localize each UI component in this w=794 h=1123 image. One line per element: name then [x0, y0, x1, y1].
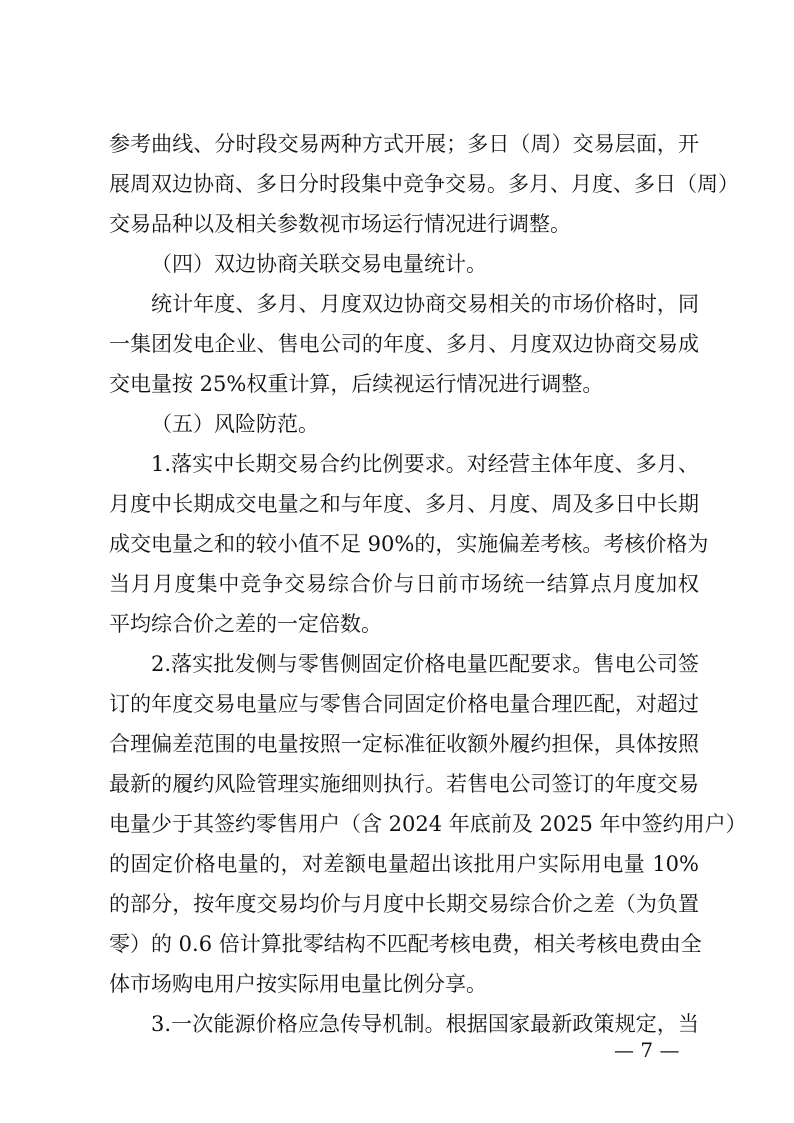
paragraph-line: 交电量按 25%权重计算，后续视运行情况进行调整。	[109, 372, 604, 396]
paragraph-line: 零）的 0.6 倍计算批零结构不匹配考核电费，相关考核电费由全	[109, 932, 702, 956]
paragraph-line: 1.落实中长期交易合约比例要求。对经营主体年度、多月、	[151, 452, 699, 476]
paragraph-line: 平均综合价之差的一定倍数。	[109, 612, 382, 636]
section-heading: （四）双边协商关联交易电量统计。	[151, 252, 487, 276]
paragraph-line: 合理偏差范围的电量按照一定标准征收额外履约担保，具体按照	[109, 732, 699, 756]
paragraph-line: 展周双边协商、多日分时段集中竞争交易。多月、月度、多日（周）	[109, 172, 739, 196]
paragraph-line: 统计年度、多月、月度双边协商交易相关的市场价格时，同	[151, 292, 699, 316]
paragraph-line: 一集团发电企业、售电公司的年度、多月、月度双边协商交易成	[109, 332, 699, 356]
paragraph-line: 2.落实批发侧与零售侧固定价格电量匹配要求。售电公司签	[151, 652, 699, 676]
paragraph-line: 3.一次能源价格应急传导机制。根据国家最新政策规定，当	[151, 1012, 699, 1036]
paragraph-line: 最新的履约风险管理实施细则执行。若售电公司签订的年度交易	[109, 772, 699, 796]
paragraph-line: 的固定价格电量的，对差额电量超出该批用户实际用电量 10%	[109, 852, 699, 876]
paragraph-line: 电量少于其签约零售用户（含 2024 年底前及 2025 年中签约用户）	[109, 812, 747, 836]
paragraph-line: 订的年度交易电量应与零售合同固定价格电量合理匹配，对超过	[109, 692, 699, 716]
paragraph-line: 体市场购电用户按实际用电量比例分享。	[109, 972, 487, 996]
paragraph-line: 的部分，按年度交易均价与月度中长期交易综合价之差（为负置	[109, 892, 699, 916]
section-heading: （五）风险防范。	[151, 412, 319, 436]
paragraph-line: 当月月度集中竞争交易综合价与日前市场统一结算点月度加权	[109, 572, 699, 596]
paragraph-line: 成交电量之和的较小值不足 90%的，实施偏差考核。考核价格为	[109, 532, 709, 556]
paragraph-line: 交易品种以及相关参数视市场运行情况进行调整。	[109, 212, 571, 236]
page-number: — 7 —	[614, 1038, 680, 1062]
paragraph-line: 参考曲线、分时段交易两种方式开展；多日（周）交易层面，开	[109, 132, 699, 156]
paragraph-line: 月度中长期成交电量之和与年度、多月、月度、周及多日中长期	[109, 492, 699, 516]
